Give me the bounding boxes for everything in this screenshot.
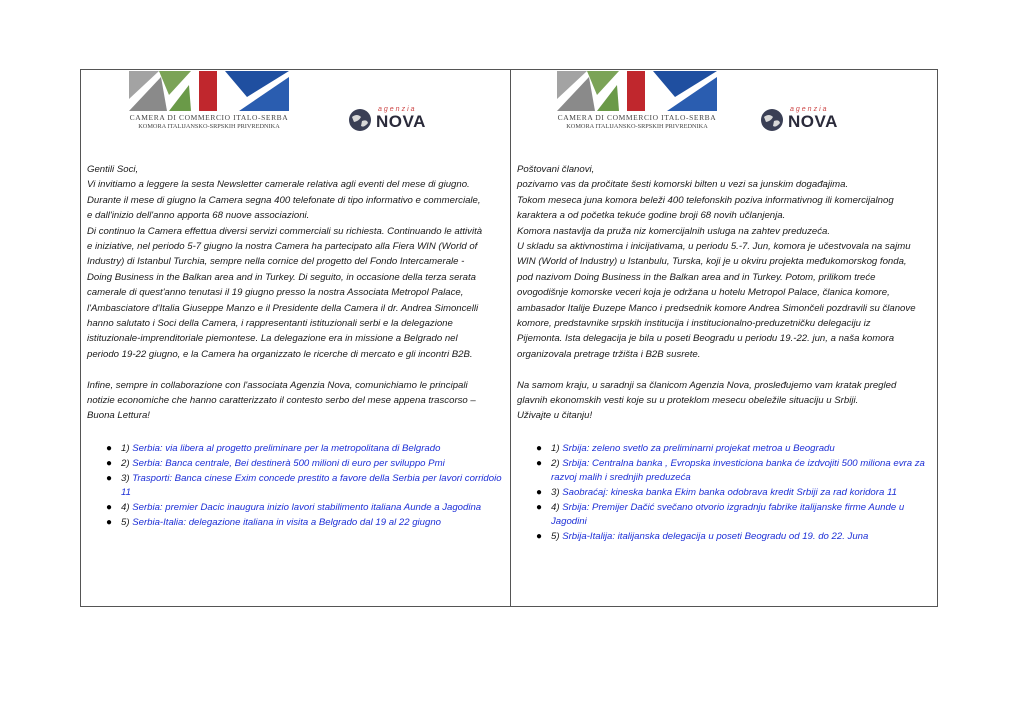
list-item: ● 5) Serbia-Italia: delegazione italiana in visita a Belgrado dal 19 al 22 giugno [106,517,442,529]
globe-icon [348,108,372,132]
news-link[interactable]: Srbija-Italija: italijanska delegacija u poseti Beogradu od 19. do 22. Juna [562,530,869,542]
bullet-icon: ● [536,486,543,498]
italian-news-list [103,442,505,532]
serbian-greeting: Poštovani članovi, [517,164,595,175]
news-link[interactable]: Serbia: Banca centrale, Bei destinerà 500 milioni di euro per sviluppo Pmi [132,458,445,470]
news-link[interactable]: Serbia: via libera al progetto preliminare per la metropolitana di Belgrado [132,443,441,454]
serbian-intro-line: organizovala pretrage tržišta i B2B susrete. [517,348,701,360]
italian-intro-line: Industry) di Istanbul Turchia, sempre nella cornice del progetto del Fondo Intercamerale - [87,256,465,268]
kis-logo [557,71,717,135]
bullet-icon: ● [106,443,113,454]
list-item: ● 3) Trasporti: Banca cinese Exim concede prestito a favore della Serbia per lavori corridoio 11 [106,473,502,498]
italian-closing [87,378,505,424]
italian-intro-line: e iniziative, nel periodo 5-7 giugno la nostra Camera ha partecipato alla Fiera WIN (World of [87,241,478,253]
serbian-intro-line: karaktera a od početka tekuće godine broji 68 novih učlanjenja. [517,210,786,222]
bullet-icon: ● [536,458,543,470]
italian-intro-line: Vi invitiamo a leggere la sesta Newsletter camerale relativa agli eventi del mese di giugno. [87,179,470,191]
serbian-intro-line: pozivamo vas da pročitate šesti komorski bilten u vezi sa junskim događajima. [517,179,849,191]
serbian-intro-line: Tokom meseca juna komora beleži 400 telefonskih poziva informativnog ili komercijalnog [517,194,894,206]
kis-logo-text-serbian: KOMORA ITALIJANSKO-SRPSKIH PRIVREDNIKA [138,123,280,130]
nova-logo [760,106,860,134]
italian-intro-line: Di continuo la Camera effettua diversi servizi commerciali su richiesta. Continuando le attività [87,225,483,237]
serbian-intro-line: ambasador Italije Đuzepe Manco i predsednik komore Andrea Simončeli pozdravili su članove [517,302,916,314]
serbian-intro-line: U skladu sa aktivnostima i inicijativama, u periodu 5.-7. Jun, komora je učestvovala na sajmu [517,241,911,253]
serbian-intro [517,177,933,362]
serbian-closing-line: Na samom kraju, u saradnji sa članicom Agenzia Nova, prosleđujemo vam kratak pregled [517,379,897,391]
italian-greeting: Gentili Soci, [87,164,139,175]
list-item: ● 1) Srbija: zeleno svetlo za preliminarni projekat metroa u Beogradu [536,443,835,454]
nova-logo [348,106,448,134]
serbian-intro-line: komore, predstavnike srpskih institucija i institucionalno-preduzetničku delegaciju iz [517,318,871,330]
italian-closing-line: Buona Lettura! [87,410,150,422]
serbian-closing-line: Uživajte u čitanju! [517,410,593,422]
italian-closing-line: notizie economiche che hanno caratterizzato il contesto serbo del mese appena trascorso – [87,395,476,407]
italian-intro [87,177,505,362]
italian-intro-line: camerale di quest'anno tenutasi il 19 giugno presso la nostra Associata Metropol Palace, [87,287,464,299]
italian-closing-line: Infine, sempre in collaborazione con l'associata Agenzia Nova, comunichiamo le principali [87,379,468,391]
nova-logo-small-text: agenzia [378,106,417,113]
news-link[interactable]: Srbija: zeleno svetlo za preliminarni projekat metroa u Beogradu [562,443,835,454]
kis-logo [129,71,289,135]
list-item: ● 4) Srbija: Premijer Dačić svečano otvorio izgradnju fabrike italijanske firme Aunde u Jagodini [536,502,905,527]
serbian-intro-line: ovogodišnje komorske veceri koja je održana u hotelu Metropol Palace, članica komore, [517,287,890,299]
serbian-news-list [533,442,931,545]
bullet-icon: ● [536,502,543,514]
italian-intro-line: istituzionale-imprenditoriale piemontese. La delegazione era in missione a Belgrado nel [87,333,458,345]
news-link[interactable]: Serbia: premier Dacic inaugura inizio lavori stabilimento italiana Aunde a Jagodina [132,502,482,514]
news-link[interactable]: Trasporti: Banca cinese Exim concede prestito a favore della Serbia per lavori corridoio 11 [121,473,502,498]
newsletter-frame [80,69,938,607]
nova-logo-small-text: agenzia [790,106,829,113]
kis-logo-text-serbian: KOMORA ITALIJANSKO-SRPSKIH PRIVREDNIKA [566,123,708,130]
kis-logo-mark [557,71,717,111]
news-link[interactable]: Serbia-Italia: delegazione italiana in visita a Belgrado dal 19 al 22 giugno [132,517,442,529]
kis-logo-text-italian: CAMERA DI COMMERCIO ITALO-SERBA [557,113,717,122]
news-link[interactable]: Saobraćaj: kineska banka Ekim banka odobrava kredit Srbiji za rad koridora 11 [562,486,897,498]
italian-intro-line: Doing Business in the Balkan area and in Turkey. Di seguito, in occasione della terza serata [87,271,476,283]
bullet-icon: ● [106,458,113,470]
italian-intro-line: periodo 19-22 giugno, e la Camera ha organizzato le ricerche di mercato e gli incontri B2B. [87,348,473,360]
serbian-intro-line: Pijemonta. Ista delegacija je bila u poseti Beogradu u periodu 19.-22. jun, a naša komora [517,333,895,345]
kis-logo-text-italian: CAMERA DI COMMERCIO ITALO-SERBA [129,113,289,122]
italian-intro-line: e dall'inizio dell'anno apporta 68 nuove associazioni. [87,210,310,222]
list-item: ● 1) Serbia: via libera al progetto preliminare per la metropolitana di Belgrado [106,443,441,454]
bullet-icon: ● [536,530,543,542]
nova-logo-word: NOVA [376,112,426,131]
news-link[interactable]: Srbija: Centralna banka , Evropska investiciona banka će izdvojiti 500 miliona evra za razvoj malih i srednjih preduzeća [551,458,925,483]
italian-column [81,70,511,606]
list-item: ● 2) Srbija: Centralna banka , Evropska investiciona banka će izdvojiti 500 miliona evra za razvoj malih i srednjih preduzeća [536,458,925,483]
bullet-icon: ● [106,517,113,529]
list-item: ● 4) Serbia: premier Dacic inaugura inizio lavori stabilimento italiana Aunde a Jagodina [106,502,482,514]
serbian-closing [517,378,933,424]
list-item: ● 2) Serbia: Banca centrale, Bei destinerà 500 milioni di euro per sviluppo Pmi [106,458,445,470]
nova-logo-word: NOVA [788,112,838,131]
bullet-icon: ● [106,502,113,514]
serbian-closing-line: glavnih ekonomskih vesti koje su u proteklom mesecu obeležile situaciju u Srbiji. [517,395,859,407]
list-item: ● 3) Saobraćaj: kineska banka Ekim banka odobrava kredit Srbiji za rad koridora 11 [536,486,897,498]
bullet-icon: ● [536,443,543,454]
news-link[interactable]: Srbija: Premijer Dačić svečano otvorio izgradnju fabrike italijanske firme Aunde u Jagodini [551,502,905,527]
italian-intro-line: Durante il mese di giugno la Camera segna 400 telefonate di tipo informativo e commerciale, [87,194,481,206]
serbian-intro-line: Komora nastavlja da pruža niz komercijalnih usluga na zahtev preduzeća. [517,225,831,237]
serbian-intro-line: pod nazivom Doing Business in the Balkan area and in Turkey. Potom, prilikom treće [517,271,876,283]
italian-intro-line: l'Ambasciatore d'Italia Giuseppe Manzo e il Presidente della Camera il dr. Andrea Simoncelli [87,302,479,314]
serbian-body [517,162,933,424]
italian-body [87,162,505,424]
list-item: ● 5) Srbija-Italija: italijanska delegacija u poseti Beogradu od 19. do 22. Juna [536,530,869,542]
kis-logo-mark [129,71,289,111]
serbian-column [511,70,939,606]
italian-intro-line: hanno salutato i Soci della Camera, i rappresentanti istituzionali serbi e la delegazione [87,318,453,330]
globe-icon [760,108,784,132]
serbian-intro-line: WIN (World of Industry) u Istanbulu, Turska, koji je u okviru projekta međukomorskog fonda, [517,256,907,268]
bullet-icon: ● [106,473,113,485]
